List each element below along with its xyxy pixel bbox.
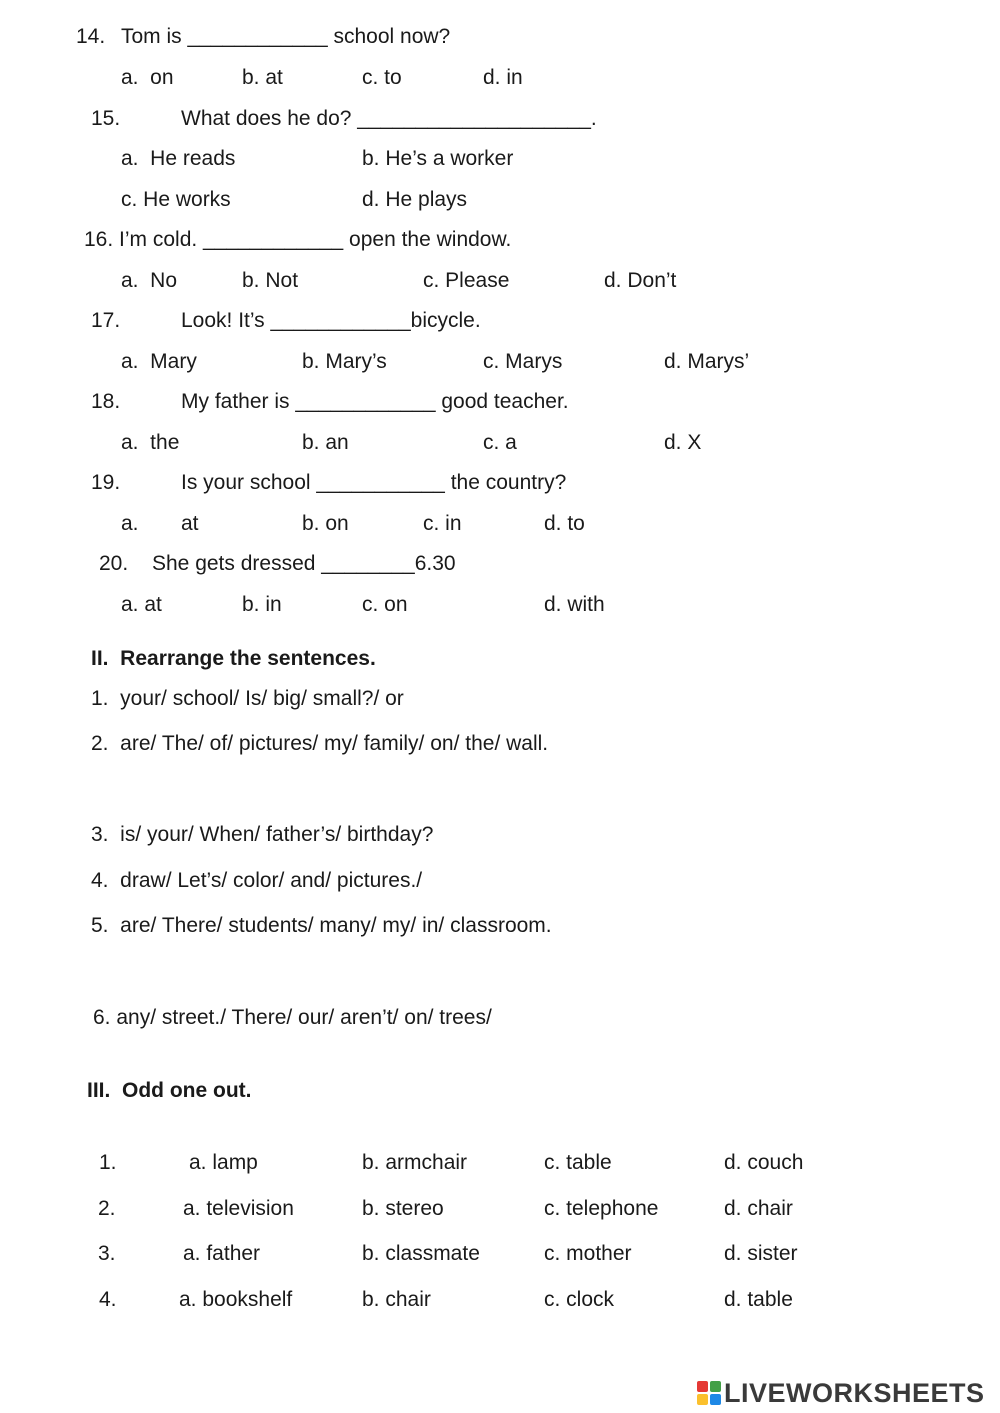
rearrange-item-2: 2. are/ The/ of/ pictures/ my/ family/ on/ the/ wall. (91, 732, 549, 755)
odd-row-3-option-a: a. father (183, 1242, 261, 1265)
odd-row-2-option-d: d. chair (724, 1197, 793, 1220)
odd-row-1-option-a: a. lamp (189, 1151, 258, 1174)
q15-option-a: a. He reads (121, 147, 236, 170)
q18-number: 18. (91, 390, 121, 413)
logo-square (710, 1381, 721, 1392)
liveworksheets-logo-icon (697, 1381, 721, 1405)
q20-option-b: b. in (242, 593, 282, 616)
q17-question: Look! It’s ____________bicycle. (181, 309, 481, 332)
odd-row-1-option-b: b. armchair (362, 1151, 468, 1174)
odd-row-1-option-c: c. table (544, 1151, 612, 1174)
q18-option-b: b. an (302, 431, 349, 454)
odd-row-3-number: 3. (98, 1242, 116, 1265)
q14-option-b: b. at (242, 66, 283, 89)
q20-option-a: a. at (121, 593, 162, 616)
q18-question: My father is ____________ good teacher. (181, 390, 569, 413)
liveworksheets-logo-text: LIVEWORKSHEETS (724, 1377, 985, 1408)
q18-option-d: d. X (664, 431, 702, 454)
q14-option-c: c. to (362, 66, 402, 89)
q20-option-d: d. with (544, 593, 605, 616)
odd-row-4-option-d: d. table (724, 1288, 793, 1311)
q16-question: 16. I’m cold. ____________ open the window. (84, 228, 512, 251)
rearrange-heading: II. Rearrange the sentences. (91, 647, 376, 670)
q19-option-c: c. in (423, 512, 462, 535)
q15-option-b: b. He’s a worker (362, 147, 514, 170)
q18-option-a: a. the (121, 431, 180, 454)
odd-row-3-option-d: d. sister (724, 1242, 798, 1265)
liveworksheets-logo (697, 1377, 985, 1409)
q20-question: She gets dressed ________6.30 (152, 552, 456, 575)
odd-row-1-number: 1. (99, 1151, 117, 1174)
q14-number: 14. (76, 25, 106, 48)
q17-option-d: d. Marys’ (664, 350, 750, 373)
q14-option-a: a. on (121, 66, 174, 89)
q14-question: Tom is ____________ school now? (121, 25, 451, 48)
odd-row-1-option-d: d. couch (724, 1151, 804, 1174)
q19-option-a: at (181, 512, 199, 535)
odd-row-4-option-b: b. chair (362, 1288, 431, 1311)
odd-row-2-option-a: a. television (183, 1197, 294, 1220)
odd-row-4-option-c: c. clock (544, 1288, 615, 1311)
q19-question: Is your school ___________ the country? (181, 471, 567, 494)
rearrange-item-4: 4. draw/ Let’s/ color/ and/ pictures./ (91, 869, 423, 892)
q15-question: What does he do? ____________________. (181, 107, 597, 130)
q17-number: 17. (91, 309, 121, 332)
logo-square (697, 1381, 708, 1392)
rearrange-item-3: 3. is/ your/ When/ father’s/ birthday? (91, 823, 434, 846)
q19-option-b: b. on (302, 512, 349, 535)
q19-option-a-letter: a. (121, 512, 139, 535)
odd-row-3-option-c: c. mother (544, 1242, 632, 1265)
q16-option-a: a. No (121, 269, 178, 292)
odd-row-4-number: 4. (99, 1288, 117, 1311)
rearrange-item-5: 5. are/ There/ students/ many/ my/ in/ classroom. (91, 914, 552, 937)
q20-option-c: c. on (362, 593, 408, 616)
odd-row-2-number: 2. (98, 1197, 116, 1220)
q19-number: 19. (91, 471, 121, 494)
logo-square (697, 1394, 708, 1405)
rearrange-item-6: 6. any/ street./ There/ our/ aren’t/ on/ trees/ (93, 1006, 492, 1029)
odd-row-3-option-b: b. classmate (362, 1242, 480, 1265)
q16-option-b: b. Not (242, 269, 299, 292)
rearrange-item-1: 1. your/ school/ Is/ big/ small?/ or (91, 687, 404, 710)
q14-option-d: d. in (483, 66, 523, 89)
q19-option-d: d. to (544, 512, 585, 535)
odd-one-out-heading: III. Odd one out. (87, 1079, 252, 1102)
odd-row-4-option-a: a. bookshelf (179, 1288, 293, 1311)
q20-number: 20. (99, 552, 129, 575)
q17-option-b: b. Mary’s (302, 350, 387, 373)
q15-number: 15. (91, 107, 121, 130)
odd-row-2-option-b: b. stereo (362, 1197, 444, 1220)
q17-option-c: c. Marys (483, 350, 563, 373)
q16-option-c: c. Please (423, 269, 510, 292)
logo-square (710, 1394, 721, 1405)
q15-option-d: d. He plays (362, 188, 468, 211)
odd-row-2-option-c: c. telephone (544, 1197, 659, 1220)
q17-option-a: a. Mary (121, 350, 197, 373)
q18-option-c: c. a (483, 431, 517, 454)
q16-option-d: d. Don’t (604, 269, 677, 292)
q15-option-c: c. He works (121, 188, 231, 211)
